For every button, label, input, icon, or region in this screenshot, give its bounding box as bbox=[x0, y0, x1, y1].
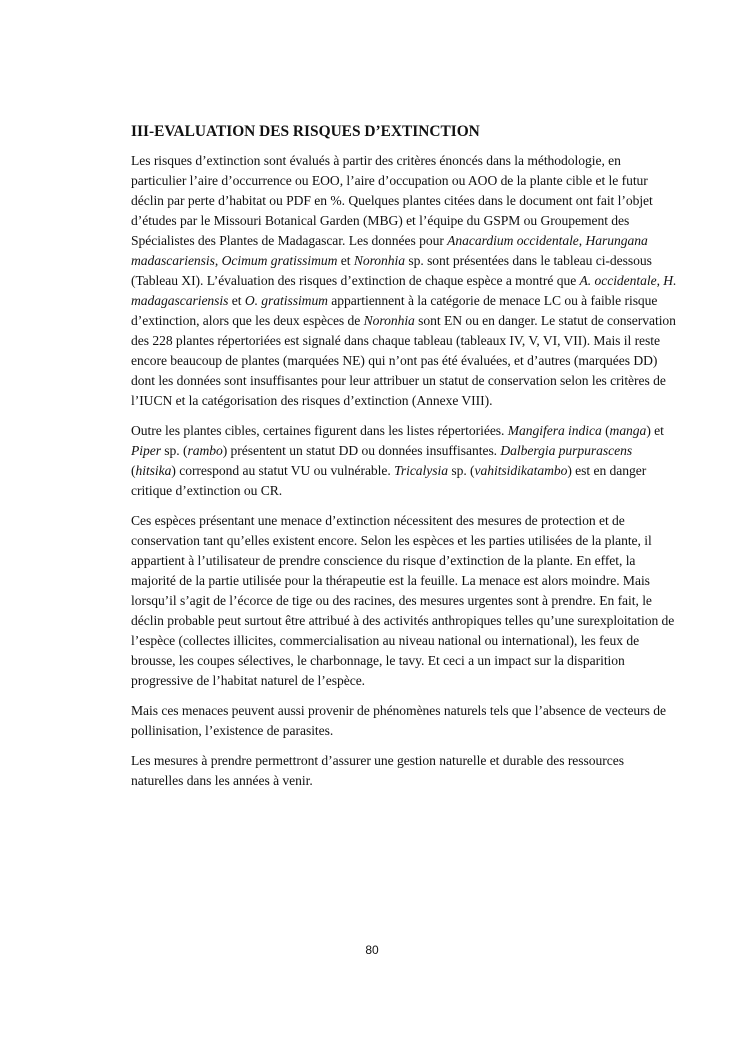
text-segment: Les mesures à prendre permettront d’assurer une gestion naturelle et durable des ressources naturelles dans les années à venir. bbox=[131, 753, 624, 788]
italic-text-segment: H. madagascariensis bbox=[131, 273, 677, 308]
text-segment: ) et bbox=[646, 423, 664, 438]
text-segment: Les risques d’extinction sont évalués à partir des critères énoncés dans la méthodologie, en particulier l’aire d’occurrence ou EOO, l’aire d’occupation ou AOO de la plante cible et le futur déclin par perte d’habitat ou PDF en %. Quelques plantes citées dans le document ont fait l’objet d’études par le Missouri Botanical Garden (MBG) et l’équipe du GSPM ou Groupement des Spécialistes des Plantes de Madagascar. Les données pour bbox=[131, 153, 653, 248]
italic-text-segment: vahitsidikatambo bbox=[474, 463, 568, 478]
document-page bbox=[131, 122, 677, 801]
italic-text-segment: O. gratissimum bbox=[244, 293, 328, 308]
text-segment: ) présentent un statut DD ou données insuffisantes. bbox=[222, 443, 501, 458]
text-segment: et bbox=[337, 253, 354, 268]
text-segment: sp. ( bbox=[160, 443, 188, 458]
text-segment: Mais ces menaces peuvent aussi provenir de phénomènes naturels tels que l’absence de vecteurs de pollinisation, l’existence de parasites. bbox=[131, 703, 666, 738]
italic-text-segment: Mangifera indica bbox=[507, 423, 602, 438]
paragraph-2 bbox=[131, 421, 677, 501]
text-segment: Outre les plantes cibles, certaines figurent dans les listes répertoriées. bbox=[131, 423, 508, 438]
italic-text-segment: rambo bbox=[187, 443, 223, 458]
italic-text-segment: Anacardium occidentale bbox=[447, 233, 579, 248]
text-segment: , bbox=[214, 253, 222, 268]
italic-text-segment: Piper bbox=[131, 443, 161, 458]
text-segment: sp. ( bbox=[447, 463, 475, 478]
text-segment: Ces espèces présentant une menace d’extinction nécessitent des mesures de protection et de conservation tant qu’elles existent encore. Selon les espèces et les parties utilisées de la plante, il appartient à l’utilisateur de prendre conscience du risque d’extinction de la plante. En effet, la majorité de la partie utilisée pour la thérapeutie est la feuille. La menace est alors moindre. Mais lorsqu’il s’agit de l’écorce de tige ou des racines, des mesures urgentes sont à prendre. En fait, le déclin probable peut surtout être attribué à des activités anthropiques telles qu’une surexploitation de l’espèce (collectes illicites, commercialisation au niveau national ou international), les feux de brousse, les coupes sélectives, le charbonnage, le tavy. Et ceci a un impact sur la disparition progressive de l’habitat naturel de l’espèce. bbox=[131, 513, 675, 688]
text-segment: ) est en danger critique d’extinction ou CR. bbox=[131, 463, 647, 498]
italic-text-segment: Harungana madascariensis bbox=[131, 233, 648, 268]
paragraph-3 bbox=[131, 511, 677, 691]
text-segment: et bbox=[228, 293, 245, 308]
text-segment: ( bbox=[601, 423, 610, 438]
italic-text-segment: manga bbox=[609, 423, 647, 438]
text-segment: ( bbox=[131, 463, 136, 478]
page-number: 80 bbox=[365, 943, 379, 957]
italic-text-segment: hitsika bbox=[135, 463, 172, 478]
text-segment: , bbox=[656, 273, 664, 288]
text-segment: sont EN ou en danger. Le statut de conservation des 228 plantes répertoriées est signalé dans chaque tableau (tableaux IV, V, VI, VII). Mais il reste encore beaucoup de plantes (marquées NE) qui n’ont pas été évaluées, et d’autres (marquées DD) dont les données sont insuffisantes pour leur attribuer un statut de conservation selon les critères de l’IUCN et la catégorisation des risques d’extinction (Annexe VIII). bbox=[131, 313, 676, 408]
paragraph-4 bbox=[131, 701, 677, 741]
text-segment: sp. sont présentées dans le tableau ci-dessous (Tableau XI). L’évaluation des risques d’extinction de chaque espèce a montré que bbox=[131, 253, 652, 288]
italic-text-segment: Dalbergia purpurascens bbox=[500, 443, 633, 458]
italic-text-segment: Noronhia bbox=[353, 253, 406, 268]
italic-text-segment: Noronhia bbox=[363, 313, 415, 328]
italic-text-segment: A. occidentale bbox=[579, 273, 657, 288]
section-heading: III-EVALUATION DES RISQUES D’EXTINCTION bbox=[131, 123, 480, 140]
body-text bbox=[131, 151, 677, 791]
text-segment: appartiennent à la catégorie de menace LC ou à faible risque d’extinction, alors que les deux espèces de bbox=[131, 293, 658, 328]
text-segment: ) correspond au statut VU ou vulnérable. bbox=[171, 463, 395, 478]
italic-text-segment: Ocimum gratissimum bbox=[221, 253, 338, 268]
paragraph-1 bbox=[131, 151, 677, 411]
italic-text-segment: Tricalysia bbox=[394, 463, 448, 478]
paragraph-5 bbox=[131, 751, 677, 791]
text-segment: , bbox=[578, 233, 586, 248]
